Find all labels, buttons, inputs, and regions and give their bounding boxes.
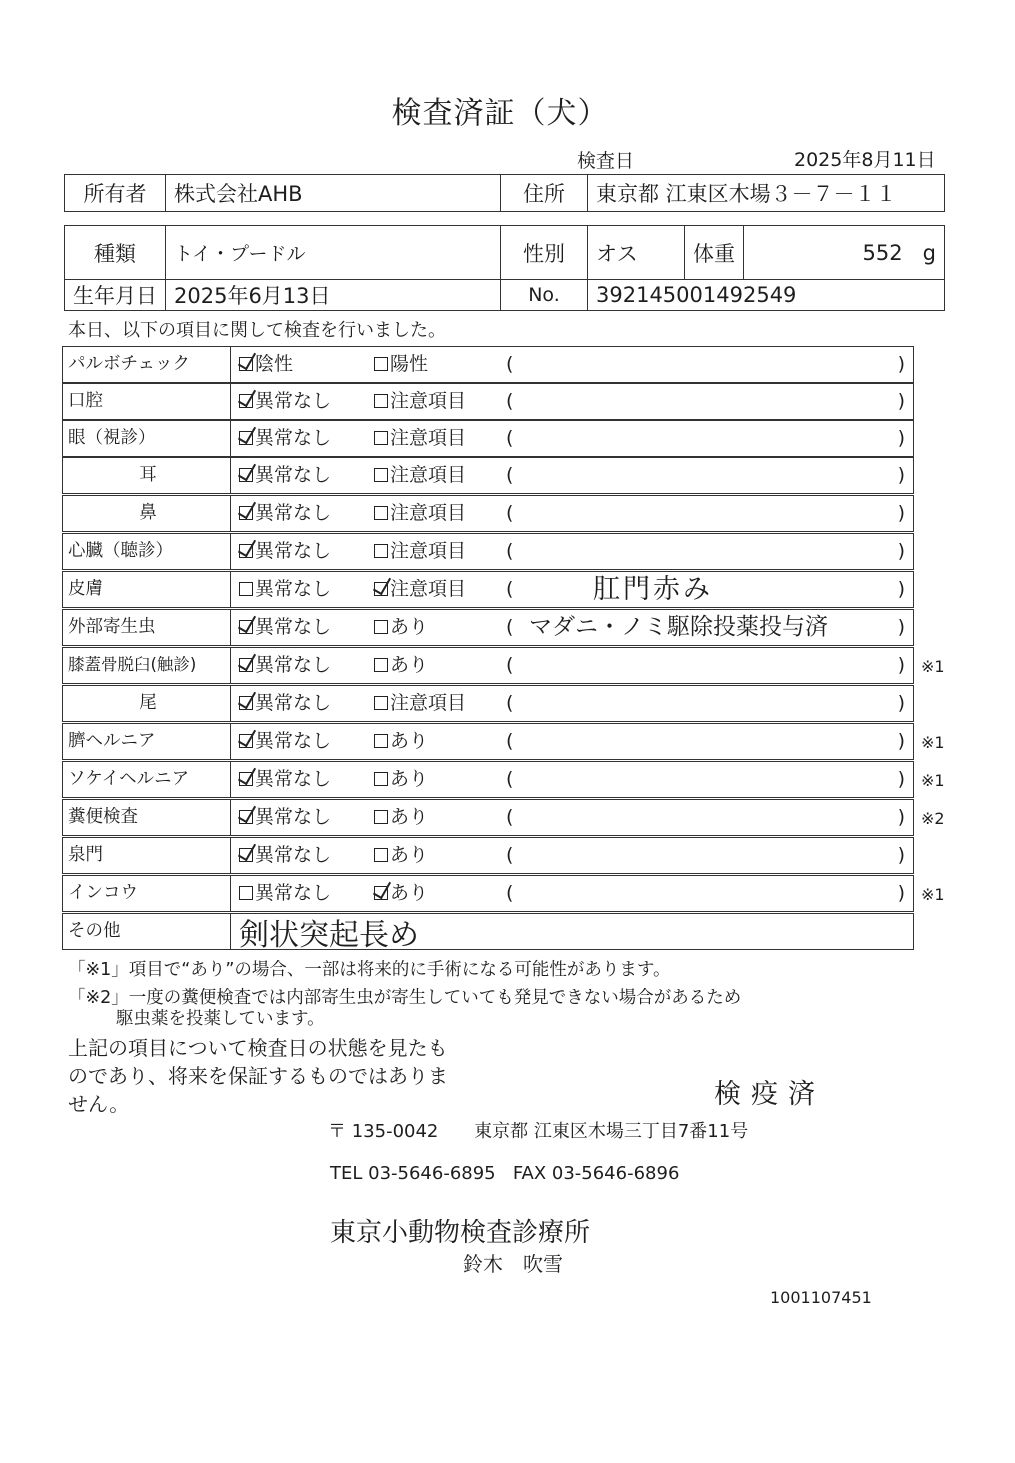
check-row-ear: 耳 異常なし 注意項目 ( ) — [62, 457, 914, 494]
intro-text: 本日、以下の項目に関して検査を行いました。 — [68, 320, 446, 341]
sex-value: オス — [588, 226, 685, 280]
check-row-fontanelle: 泉門 異常なし あり ( ) — [62, 837, 914, 874]
exam-date: 2025年8月11日 — [794, 149, 936, 171]
checkbox-attention[interactable] — [374, 544, 388, 558]
address-label: 住所 — [501, 175, 588, 212]
checkbox-attention[interactable] — [374, 582, 388, 596]
owner-label: 所有者 — [65, 175, 166, 212]
contact-line — [330, 1163, 679, 1184]
checkbox-present[interactable] — [374, 810, 388, 824]
checkbox-normal[interactable] — [239, 886, 253, 900]
other-value: 剣状突起長め — [239, 918, 419, 953]
footnote-mark: ※1 — [921, 733, 945, 752]
handwritten-note: 肛門赤み — [593, 574, 713, 605]
check-row-umbilical-hernia: 臍ヘルニア 異常なし あり ( ) ※1 — [62, 723, 914, 760]
check-item: パルボチェック — [63, 347, 231, 382]
clinic-name: 東京小動物検査診療所 — [330, 1218, 591, 1248]
check-row-eye: 眼（視診） 異常なし 注意項目 ( ) — [62, 420, 914, 457]
checkbox-attention[interactable] — [374, 394, 388, 408]
check-row-skin: 皮膚 異常なし 注意項目 ( 肛門赤み ) — [62, 571, 914, 608]
weight-value: 552 — [862, 240, 903, 265]
check-row-inguinal-hernia: ソケイヘルニア 異常なし あり ( ) ※1 — [62, 761, 914, 798]
postal-code: 〒 135-0042 — [328, 1121, 439, 1142]
clinic-address: 東京都 江東区木場三丁目7番11号 — [474, 1121, 749, 1142]
checkbox-negative[interactable] — [239, 357, 253, 371]
birth-label: 生年月日 — [65, 280, 166, 311]
check-row-tail: 尾 異常なし 注意項目 ( ) — [62, 685, 914, 722]
checkbox-normal[interactable] — [239, 468, 253, 482]
checkbox-normal[interactable] — [239, 848, 253, 862]
checkbox-normal[interactable] — [239, 620, 253, 634]
checkbox-normal[interactable] — [239, 734, 253, 748]
footnote-mark: ※1 — [921, 657, 945, 676]
footnote-mark: ※2 — [921, 809, 945, 828]
owner-table — [64, 174, 945, 212]
checkbox-positive[interactable] — [374, 357, 388, 371]
owner-value: 株式会社AHB — [166, 175, 501, 212]
checkbox-normal[interactable] — [239, 544, 253, 558]
weight-label: 体重 — [685, 226, 744, 280]
check-row-parvo: パルボチェック 陰性 陽性 ( ) — [62, 346, 914, 383]
animal-table — [64, 225, 945, 311]
fax: FAX 03-5646-6896 — [512, 1163, 680, 1184]
weight-unit: g — [922, 240, 936, 265]
checkbox-normal[interactable] — [239, 582, 253, 596]
checkbox-normal[interactable] — [239, 658, 253, 672]
breed-value: トイ・プードル — [166, 226, 501, 280]
clinic-address-line — [328, 1117, 778, 1143]
checkbox-attention[interactable] — [374, 468, 388, 482]
serial-number: 1001107451 — [770, 1288, 872, 1307]
number-label: No. — [501, 280, 588, 311]
stamped-note: マダニ・ノミ駆除投薬投与済 — [529, 614, 828, 640]
checkbox-normal[interactable] — [239, 810, 253, 824]
birth-value: 2025年6月13日 — [166, 280, 501, 311]
footnote-2-line1: 「※2」一度の糞便検査では内部寄生虫が寄生していても発見できない場合があるため — [68, 988, 742, 1008]
address-value: 東京都 江東区木場３－７－１１ — [588, 175, 945, 212]
checkbox-present[interactable] — [374, 620, 388, 634]
checkbox-present[interactable] — [374, 658, 388, 672]
page-title: 検査済証（犬） — [391, 96, 609, 131]
check-row-mouth: 口腔 異常なし 注意項目 ( ) — [62, 383, 914, 420]
breed-label: 種類 — [65, 226, 166, 280]
checkbox-normal[interactable] — [239, 431, 253, 445]
sex-label: 性別 — [501, 226, 588, 280]
number-value: 392145001492549 — [588, 280, 945, 311]
footnote-mark: ※1 — [921, 771, 945, 790]
check-row-patella: 膝蓋骨脱臼(触診) 異常なし あり ( ) ※1 — [62, 647, 914, 684]
weight-cell — [744, 226, 945, 280]
check-row-stool: 糞便検査 異常なし あり ( ) ※2 — [62, 799, 914, 836]
vet-name: 鈴木 吹雪 — [463, 1252, 563, 1276]
checkbox-normal[interactable] — [239, 696, 253, 710]
check-row-nose: 鼻 異常なし 注意項目 ( ) — [62, 495, 914, 532]
checkbox-normal[interactable] — [239, 394, 253, 408]
checkbox-attention[interactable] — [374, 431, 388, 445]
checkbox-attention[interactable] — [374, 696, 388, 710]
checkbox-present[interactable] — [374, 886, 388, 900]
check-row-other — [62, 913, 914, 953]
checkbox-normal[interactable] — [239, 506, 253, 520]
tel: TEL 03-5646-6895 — [330, 1163, 496, 1184]
footnote-2-line2: 駆虫薬を投薬しています。 — [116, 1009, 325, 1029]
check-row-parasite: 外部寄生虫 異常なし あり ( マダニ・ノミ駆除投薬投与済 ) — [62, 609, 914, 646]
stamp-text: 検疫済 — [714, 1079, 825, 1110]
footnote-mark: ※1 — [921, 885, 945, 904]
checkbox-normal[interactable] — [239, 772, 253, 786]
checkbox-present[interactable] — [374, 848, 388, 862]
checkbox-attention[interactable] — [374, 506, 388, 520]
checkbox-present[interactable] — [374, 772, 388, 786]
other-label: その他 — [68, 921, 121, 941]
check-row-larynx: インコウ 異常なし あり ( ) ※1 — [62, 875, 914, 912]
exam-date-label: 検査日 — [577, 150, 635, 172]
checkbox-present[interactable] — [374, 734, 388, 748]
footnote-1: 「※1」項目で“あり”の場合、一部は将来的に手術になる可能性があります。 — [68, 960, 671, 980]
disclaimer: 上記の項目について検査日の状態を見たものであり、将来を保証するものではありません。 — [68, 1036, 448, 1116]
check-row-heart: 心臓（聴診） 異常なし 注意項目 ( ) — [62, 533, 914, 570]
